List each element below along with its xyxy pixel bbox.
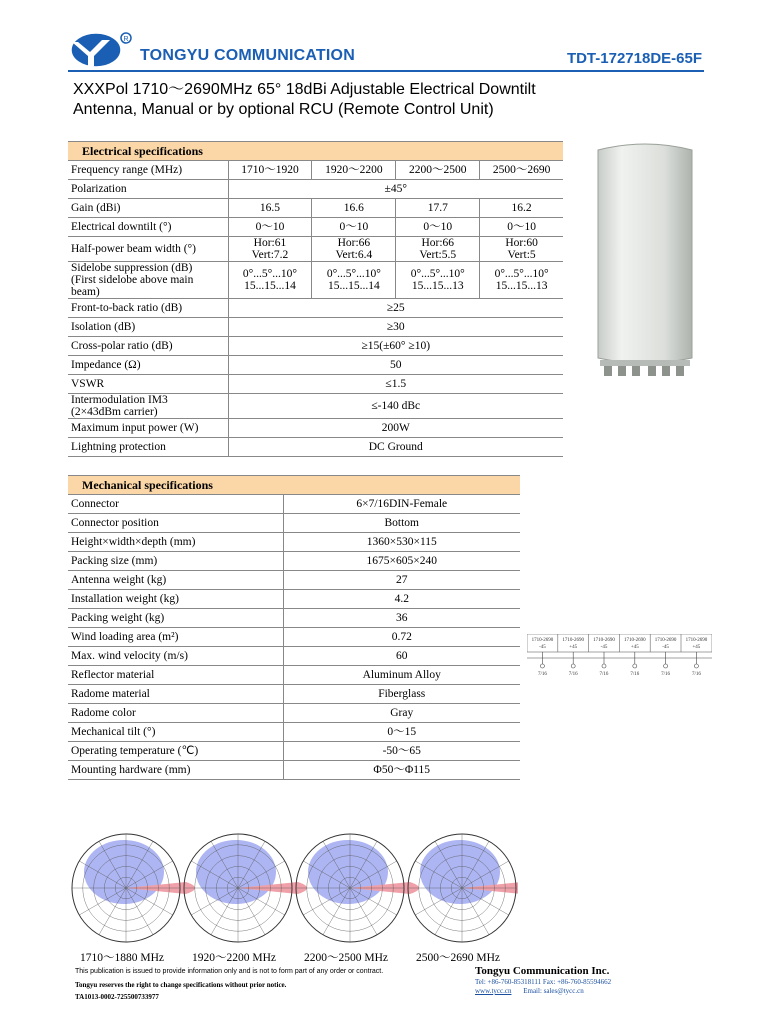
svg-text:-45: -45: [662, 645, 669, 650]
spec-label: Maximum input power (W): [68, 419, 228, 438]
electrical-spec-table: [68, 141, 563, 457]
spec-label: Impedance (Ω): [68, 356, 228, 375]
spec-label: Packing weight (kg): [68, 609, 283, 628]
svg-text:7/16: 7/16: [568, 672, 578, 677]
spec-value: 2500～2690: [480, 161, 563, 180]
spec-value: 6×7/16DIN-Female: [283, 495, 520, 514]
spec-value: 4.2: [283, 590, 520, 609]
spec-value: -50～65: [283, 742, 520, 761]
spec-value: 1675×605×240: [283, 552, 520, 571]
svg-text:+45: +45: [630, 645, 639, 650]
spec-label: Mounting hardware (mm): [68, 761, 283, 780]
svg-text:1710-2690: 1710-2690: [654, 638, 677, 643]
spec-label: Radome material: [68, 685, 283, 704]
spec-value: 50: [228, 356, 563, 375]
spec-label: Antenna weight (kg): [68, 571, 283, 590]
table-row: [68, 180, 563, 199]
spec-label: Cross-polar ratio (dB): [68, 337, 228, 356]
spec-value: 36: [283, 609, 520, 628]
spec-label: Installation weight (kg): [68, 590, 283, 609]
svg-text:7/16: 7/16: [661, 672, 671, 677]
polar-pattern-3: [296, 834, 419, 942]
spec-label: Intermodulation IM3 (2×43dBm carrier): [68, 394, 228, 419]
table-row: [68, 742, 520, 761]
pattern-label-2: 1920～2200 MHz: [192, 952, 277, 964]
port-6: [681, 634, 708, 677]
svg-text:7/16: 7/16: [691, 672, 701, 677]
spec-label: Radome color: [68, 704, 283, 723]
table-row: [68, 628, 520, 647]
model-number: TDT-172718DE-65F: [566, 50, 702, 67]
port-2: [558, 634, 585, 677]
table-row: [68, 590, 520, 609]
spec-value: 0°...5°...10° 15...15...14: [312, 262, 396, 299]
svg-text:7/16: 7/16: [630, 672, 640, 677]
svg-text:-45: -45: [539, 645, 546, 650]
port-4: [619, 634, 646, 677]
spec-value: 0.72: [283, 628, 520, 647]
footer-disclaimer: This publication is issued to provide information only and is not to form part of any order or contract.: [75, 968, 384, 975]
spec-value: ≤-140 dBc: [228, 394, 563, 419]
spec-label: Frequency range (MHz): [68, 161, 228, 180]
spec-value: 1360×530×115: [283, 533, 520, 552]
table-row: [68, 318, 563, 337]
mechanical-heading: Mechanical specifications: [68, 476, 520, 495]
spec-value: 17.7: [396, 199, 480, 218]
footer-company: Tongyu Communication Inc.: [475, 965, 610, 977]
spec-value: 16.5: [228, 199, 312, 218]
company-name: TONGYU COMMUNICATION: [140, 47, 355, 64]
table-row: [68, 666, 520, 685]
spec-value: Hor:66 Vert:5.5: [396, 237, 480, 262]
spec-label: Polarization: [68, 180, 228, 199]
polar-pattern-1: [72, 834, 195, 942]
spec-value: Hor:60 Vert:5: [480, 237, 563, 262]
page-title: [73, 80, 697, 120]
svg-text:1710-2690: 1710-2690: [623, 638, 646, 643]
table-row: [68, 723, 520, 742]
title-line-1: XXXPol 1710～2690MHz 65° 18dBi Adjustable Electrical Downtilt: [73, 81, 536, 98]
spec-value: 0～10: [228, 218, 312, 237]
spec-value: 1920～2200: [312, 161, 396, 180]
spec-value: ≥30: [228, 318, 563, 337]
table-row: [68, 438, 563, 457]
spec-value: Bottom: [283, 514, 520, 533]
spec-value: ≥25: [228, 299, 563, 318]
spec-label: Operating temperature (℃): [68, 742, 283, 761]
radiation-patterns: [68, 830, 518, 950]
spec-value: 0～10: [312, 218, 396, 237]
footer-code: TA1013-0002-725500733977: [75, 993, 159, 1001]
connector-port-diagram: [527, 634, 712, 680]
spec-value: 0°...5°...10° 15...15...14: [228, 262, 312, 299]
table-row: [68, 533, 520, 552]
electrical-heading: Electrical specifications: [68, 142, 563, 161]
table-row: [68, 685, 520, 704]
spec-value: 27: [283, 571, 520, 590]
spec-value: ±45°: [228, 180, 563, 199]
spec-label: Packing size (mm): [68, 552, 283, 571]
table-row: [68, 337, 563, 356]
table-row: [68, 552, 520, 571]
spec-value: 200W: [228, 419, 563, 438]
spec-value: 0～10: [480, 218, 563, 237]
table-row: [68, 571, 520, 590]
polar-pattern-2: [184, 834, 307, 942]
spec-value: Hor:61 Vert:7.2: [228, 237, 312, 262]
antenna-image: [590, 140, 700, 380]
port-3: [589, 634, 616, 677]
svg-text:+45: +45: [569, 645, 578, 650]
port-5: [650, 634, 677, 677]
mechanical-heading-row: [68, 476, 520, 495]
mechanical-spec-table: [68, 475, 520, 780]
table-row: [68, 375, 563, 394]
table-row: [68, 419, 563, 438]
spec-value: 16.6: [312, 199, 396, 218]
svg-text:-45: -45: [600, 645, 608, 650]
svg-text:R: R: [123, 36, 129, 43]
header-divider: [68, 70, 704, 72]
spec-label: Half-power beam width (°): [68, 237, 228, 262]
spec-value: 2200～2500: [396, 161, 480, 180]
website-link[interactable]: www.tycc.cn: [475, 987, 512, 995]
table-row: [68, 237, 563, 262]
spec-label: Connector position: [68, 514, 283, 533]
pattern-label-3: 2200～2500 MHz: [304, 952, 389, 964]
polar-pattern-4: [408, 834, 518, 942]
spec-label: Max. wind velocity (m/s): [68, 647, 283, 666]
svg-text:1710-2690: 1710-2690: [531, 638, 554, 643]
table-row: [68, 356, 563, 375]
table-row: [68, 495, 520, 514]
spec-value: Hor:66 Vert:6.4: [312, 237, 396, 262]
spec-value: 0°...5°...10° 15...15...13: [396, 262, 480, 299]
spec-label: Reflector material: [68, 666, 283, 685]
svg-text:7/16: 7/16: [537, 672, 547, 677]
table-row: [68, 704, 520, 723]
svg-text:1710-2690: 1710-2690: [685, 638, 708, 643]
pattern-label-1: 1710～1880 MHz: [80, 952, 165, 964]
spec-value: 1710～1920: [228, 161, 312, 180]
spec-label: Lightning protection: [68, 438, 228, 457]
footer-contact: Tel: +86-760-85318111 Fax: +86-760-85594662: [475, 978, 612, 986]
svg-text:1710-2690: 1710-2690: [562, 638, 585, 643]
spec-value: 0°...5°...10° 15...15...13: [480, 262, 563, 299]
spec-value: Gray: [283, 704, 520, 723]
spec-label: Isolation (dB): [68, 318, 228, 337]
spec-label: Electrical downtilt (°): [68, 218, 228, 237]
title-line-2: Antenna, Manual or by optional RCU (Remote Control Unit): [73, 101, 494, 118]
spec-label: Wind loading area (m²): [68, 628, 283, 647]
spec-value: DC Ground: [228, 438, 563, 457]
spec-label: Height×width×depth (mm): [68, 533, 283, 552]
tongyu-logo: [70, 30, 132, 70]
spec-value: ≤1.5: [228, 375, 563, 394]
spec-label: Mechanical tilt (°): [68, 723, 283, 742]
electrical-heading-row: [68, 142, 563, 161]
spec-label: Front-to-back ratio (dB): [68, 299, 228, 318]
spec-value: 60: [283, 647, 520, 666]
spec-value: 16.2: [480, 199, 563, 218]
spec-label: Connector: [68, 495, 283, 514]
table-row: [68, 609, 520, 628]
table-row: [68, 199, 563, 218]
spec-label: Sidelobe suppression (dB) (First sidelobe above main beam): [68, 262, 228, 299]
spec-value: 0～10: [396, 218, 480, 237]
table-row: [68, 761, 520, 780]
table-row: [68, 647, 520, 666]
table-row: [68, 218, 563, 237]
spec-value: Fiberglass: [283, 685, 520, 704]
table-row: [68, 514, 520, 533]
spec-value: ≥15(±60° ≥10): [228, 337, 563, 356]
table-row: [68, 394, 563, 419]
table-row: [68, 161, 563, 180]
spec-label: VSWR: [68, 375, 228, 394]
table-row: [68, 299, 563, 318]
svg-text:+45: +45: [692, 645, 701, 650]
email-text[interactable]: Email: sales@tycc.cn: [523, 987, 584, 995]
footer-web-email: [475, 987, 584, 995]
svg-text:7/16: 7/16: [599, 672, 609, 677]
spec-value: Aluminum Alloy: [283, 666, 520, 685]
spec-label: Gain (dBi): [68, 199, 228, 218]
spec-value: Φ50～Φ115: [283, 761, 520, 780]
table-row: [68, 262, 563, 299]
svg-text:1710-2690: 1710-2690: [593, 638, 615, 643]
pattern-label-4: 2500～2690 MHz: [416, 952, 501, 964]
footer-rights: Tongyu reserves the right to change specifications without prior notice.: [75, 981, 287, 989]
spec-value: 0～15: [283, 723, 520, 742]
